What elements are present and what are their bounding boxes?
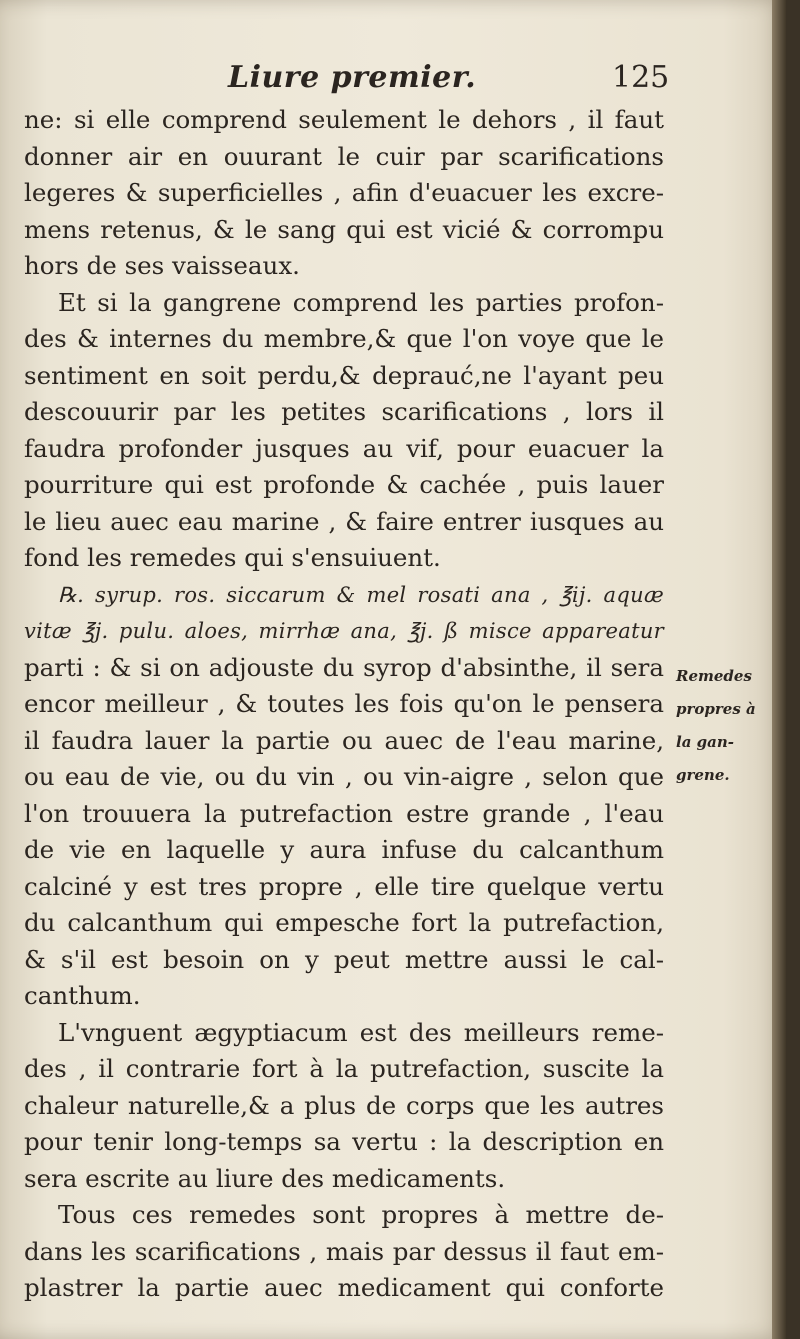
recipe-line: vitæ ℥j. pulu. aloes, mirrhæ ana, ℥j. ß misce appareatur: [24, 619, 664, 643]
margin-note-line: propres à: [676, 700, 756, 718]
text-line: faudra profonder jusques au vif, pour euacuer la: [24, 433, 664, 463]
text-line: du calcanthum qui empesche fort la putrefaction,: [24, 908, 664, 937]
text-line: le lieu auec eau marine , & faire entrer iusques au: [24, 506, 664, 536]
text-line: sera escrite au liure des medicaments.: [24, 1163, 506, 1193]
text-line: des & internes du membre,& que l'on voye que le: [24, 324, 664, 353]
text-line: fond les remedes qui s'ensuiuent.: [24, 543, 441, 572]
text-line: des , il contrarie fort à la putrefaction, suscite la: [24, 1054, 664, 1083]
page-header: [0, 56, 786, 106]
running-title: Liure premier.: [228, 60, 477, 95]
text-line: calciné y est tres propre , elle tire quelque vertu: [24, 871, 664, 901]
text-line: l'on trouuera la putrefaction estre grande , l'eau: [24, 798, 664, 828]
text-line: encor meilleur , & toutes les fois qu'on le pensera: [24, 689, 664, 718]
text-line: & s'il est besoin on y peut mettre aussi le cal-: [24, 944, 664, 974]
text-line: legeres & superficielles , afin d'euacuer les excre-: [24, 178, 664, 207]
text-line: hors de ses vaisseaux.: [24, 251, 300, 280]
text-line: mens retenus, & le sang qui est vicié & corrompu: [24, 214, 664, 244]
text-line: plastrer la partie auec medicament qui conforte: [24, 1273, 664, 1302]
text-line: canthum.: [24, 981, 141, 1010]
page-number: 125: [612, 60, 670, 95]
text-line: ne: si elle comprend seulement le dehors , il faut: [24, 105, 664, 134]
text-line: sentiment en soit perdu,& deprauć,ne l'ayant peu: [24, 360, 664, 390]
recipe-line: ℞. syrup. ros. siccarum & mel rosati ana , ℥ij. aquæ: [58, 582, 664, 607]
text-line: Et si la gangrene comprend les parties profon-: [58, 287, 664, 317]
text-line: de vie en laquelle y aura infuse du calcanthum: [24, 835, 664, 864]
body-text: [24, 102, 664, 1307]
text-line: Tous ces remedes sont propres à mettre de-: [58, 1200, 664, 1229]
margin-note-line: la gan-: [676, 733, 734, 751]
text-line: pourriture qui est profonde & cachée , puis lauer: [24, 470, 664, 499]
text-line: ou eau de vie, ou du vin , ou vin-aigre , selon que: [24, 762, 664, 791]
text-line: descouurir par les petites scarifications , lors il: [24, 397, 664, 426]
text-line: parti : & si on adjouste du syrop d'absinthe, il sera: [24, 652, 664, 682]
text-line: il faudra lauer la partie ou auec de l'eau marine,: [24, 725, 664, 755]
margin-note-line: grene.: [676, 766, 730, 784]
margin-note: [676, 660, 786, 792]
text-line: pour tenir long-temps sa vertu : la description en: [24, 1127, 664, 1156]
text-line: chaleur naturelle,& a plus de corps que les autres: [24, 1090, 664, 1120]
text-line: L'vnguent ægyptiacum est des meilleurs reme-: [58, 1017, 664, 1047]
text-line: dans les scarifications , mais par dessus il faut em-: [24, 1236, 664, 1266]
margin-note-line: Remedes: [676, 667, 752, 685]
text-line: donner air en ouurant le cuir par scarifications: [24, 141, 664, 171]
